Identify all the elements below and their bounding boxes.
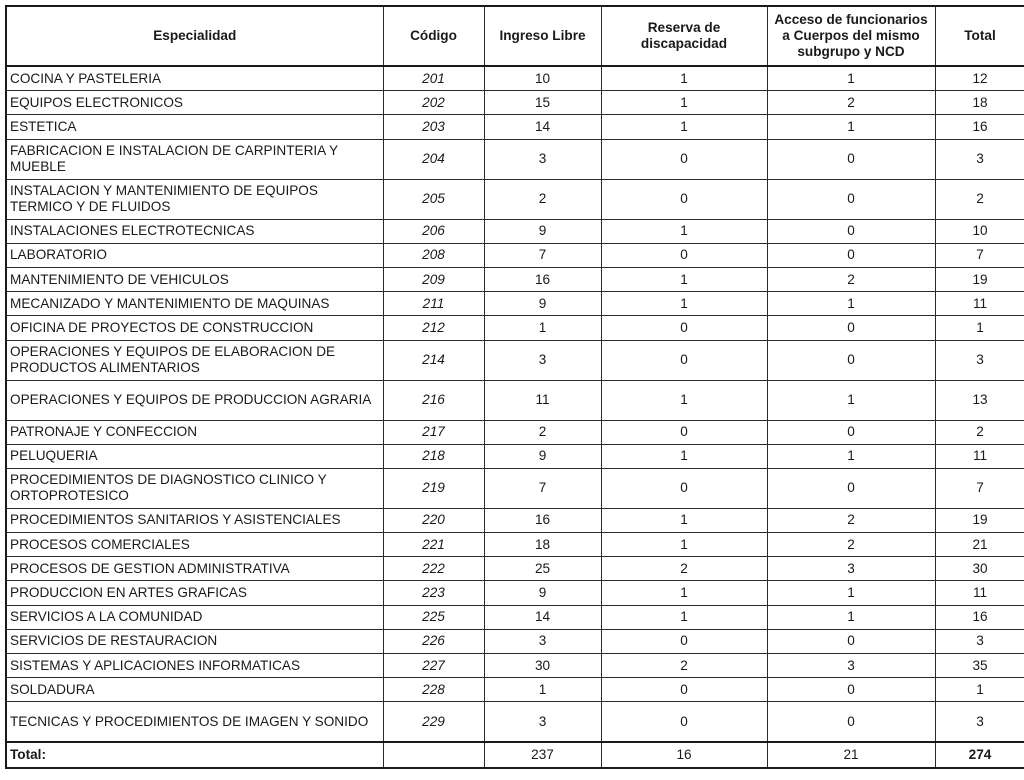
cell-especialidad: ESTETICA: [6, 115, 383, 139]
cell-codigo: 226: [383, 629, 484, 653]
cell-codigo: 221: [383, 533, 484, 557]
cell-total: 1: [935, 678, 1024, 702]
cell-especialidad: MANTENIMIENTO DE VEHICULOS: [6, 267, 383, 291]
cell-codigo: 222: [383, 557, 484, 581]
cell-reserva: 1: [601, 267, 767, 291]
cell-acceso: 0: [767, 139, 935, 179]
cell-especialidad: OPERACIONES Y EQUIPOS DE ELABORACION DE PRODUCTOS ALIMENTARIOS: [6, 340, 383, 380]
cell-reserva: 1: [601, 380, 767, 420]
cell-total: 3: [935, 702, 1024, 743]
header-row: [6, 6, 1024, 66]
cell-especialidad: SERVICIOS A LA COMUNIDAD: [6, 605, 383, 629]
cell-reserva: 1: [601, 115, 767, 139]
cell-acceso: 3: [767, 654, 935, 678]
cell-codigo: 208: [383, 243, 484, 267]
cell-total: 7: [935, 468, 1024, 508]
cell-ingreso-libre: 15: [484, 91, 601, 115]
cell-especialidad: COCINA Y PASTELERIA: [6, 66, 383, 91]
cell-ingreso-libre: 1: [484, 678, 601, 702]
cell-codigo: 220: [383, 508, 484, 532]
table-row: [6, 66, 1024, 91]
total-reserva: 16: [601, 742, 767, 768]
document-page: [5, 5, 1024, 769]
cell-reserva: 0: [601, 702, 767, 743]
cell-ingreso-libre: 2: [484, 420, 601, 444]
table-body: [6, 66, 1024, 742]
cell-ingreso-libre: 14: [484, 115, 601, 139]
cell-codigo: 211: [383, 292, 484, 316]
cell-total: 3: [935, 340, 1024, 380]
cell-reserva: 1: [601, 508, 767, 532]
cell-total: 13: [935, 380, 1024, 420]
cell-total: 11: [935, 444, 1024, 468]
table-row: [6, 533, 1024, 557]
cell-acceso: 0: [767, 243, 935, 267]
cell-codigo: 212: [383, 316, 484, 340]
cell-acceso: 2: [767, 508, 935, 532]
cell-acceso: 0: [767, 468, 935, 508]
cell-ingreso-libre: 11: [484, 380, 601, 420]
table-row: [6, 468, 1024, 508]
table-row: [6, 179, 1024, 219]
cell-ingreso-libre: 10: [484, 66, 601, 91]
cell-total: 7: [935, 243, 1024, 267]
cell-reserva: 0: [601, 179, 767, 219]
cell-acceso: 1: [767, 66, 935, 91]
cell-especialidad: FABRICACION E INSTALACION DE CARPINTERIA Y MUEBLE: [6, 139, 383, 179]
cell-acceso: 0: [767, 316, 935, 340]
cell-total: 30: [935, 557, 1024, 581]
table-row: [6, 340, 1024, 380]
table-row: [6, 605, 1024, 629]
cell-especialidad: OPERACIONES Y EQUIPOS DE PRODUCCION AGRARIA: [6, 380, 383, 420]
cell-codigo: 203: [383, 115, 484, 139]
cell-acceso: 1: [767, 444, 935, 468]
cell-codigo: 206: [383, 219, 484, 243]
table-row: [6, 420, 1024, 444]
header-total: Total: [935, 6, 1024, 66]
cell-codigo: 204: [383, 139, 484, 179]
cell-total: 3: [935, 139, 1024, 179]
cell-total: 3: [935, 629, 1024, 653]
cell-total: 2: [935, 420, 1024, 444]
cell-acceso: 0: [767, 420, 935, 444]
cell-ingreso-libre: 30: [484, 654, 601, 678]
cell-acceso: 0: [767, 678, 935, 702]
cell-acceso: 0: [767, 179, 935, 219]
cell-codigo: 216: [383, 380, 484, 420]
cell-total: 2: [935, 179, 1024, 219]
table-footer: [6, 742, 1024, 768]
cell-ingreso-libre: 16: [484, 267, 601, 291]
cell-reserva: 0: [601, 316, 767, 340]
cell-total: 35: [935, 654, 1024, 678]
table-row: [6, 508, 1024, 532]
header-ingreso-libre: Ingreso Libre: [484, 6, 601, 66]
table-row: [6, 91, 1024, 115]
cell-especialidad: PROCEDIMIENTOS DE DIAGNOSTICO CLINICO Y ORTOPROTESICO: [6, 468, 383, 508]
table-row: [6, 380, 1024, 420]
cell-total: 19: [935, 267, 1024, 291]
cell-acceso: 2: [767, 533, 935, 557]
cell-reserva: 2: [601, 557, 767, 581]
cell-codigo: 219: [383, 468, 484, 508]
table-row: [6, 316, 1024, 340]
cell-total: 16: [935, 605, 1024, 629]
table-row: [6, 557, 1024, 581]
cell-acceso: 1: [767, 292, 935, 316]
cell-codigo: 223: [383, 581, 484, 605]
cell-especialidad: EQUIPOS ELECTRONICOS: [6, 91, 383, 115]
cell-ingreso-libre: 9: [484, 292, 601, 316]
header-codigo: Código: [383, 6, 484, 66]
cell-reserva: 2: [601, 654, 767, 678]
cell-especialidad: TECNICAS Y PROCEDIMIENTOS DE IMAGEN Y SONIDO: [6, 702, 383, 743]
cell-total: 21: [935, 533, 1024, 557]
cell-reserva: 1: [601, 605, 767, 629]
cell-especialidad: PELUQUERIA: [6, 444, 383, 468]
plazas-table: [5, 5, 1024, 769]
cell-ingreso-libre: 3: [484, 702, 601, 743]
header-reserva-discapacidad: Reserva de discapacidad: [601, 6, 767, 66]
cell-codigo: 218: [383, 444, 484, 468]
cell-codigo: 201: [383, 66, 484, 91]
cell-acceso: 1: [767, 380, 935, 420]
cell-ingreso-libre: 3: [484, 629, 601, 653]
cell-especialidad: INSTALACION Y MANTENIMIENTO DE EQUIPOS TERMICO Y DE FLUIDOS: [6, 179, 383, 219]
cell-acceso: 1: [767, 581, 935, 605]
total-label: Total:: [6, 742, 383, 768]
cell-reserva: 0: [601, 420, 767, 444]
cell-especialidad: PROCESOS COMERCIALES: [6, 533, 383, 557]
cell-codigo: 214: [383, 340, 484, 380]
cell-total: 18: [935, 91, 1024, 115]
cell-ingreso-libre: 9: [484, 219, 601, 243]
cell-codigo: 225: [383, 605, 484, 629]
table-row: [6, 654, 1024, 678]
cell-ingreso-libre: 2: [484, 179, 601, 219]
cell-reserva: 0: [601, 139, 767, 179]
cell-especialidad: OFICINA DE PROYECTOS DE CONSTRUCCION: [6, 316, 383, 340]
cell-acceso: 0: [767, 340, 935, 380]
header-acceso-funcionarios: Acceso de funcionarios a Cuerpos del mismo subgrupo y NCD: [767, 6, 935, 66]
cell-especialidad: MECANIZADO Y MANTENIMIENTO DE MAQUINAS: [6, 292, 383, 316]
cell-reserva: 0: [601, 243, 767, 267]
total-row: [6, 742, 1024, 768]
cell-ingreso-libre: 16: [484, 508, 601, 532]
cell-codigo: 205: [383, 179, 484, 219]
cell-ingreso-libre: 25: [484, 557, 601, 581]
table-row: [6, 267, 1024, 291]
cell-especialidad: PROCESOS DE GESTION ADMINISTRATIVA: [6, 557, 383, 581]
cell-acceso: 0: [767, 702, 935, 743]
table-row: [6, 219, 1024, 243]
table-row: [6, 243, 1024, 267]
cell-reserva: 1: [601, 444, 767, 468]
cell-reserva: 1: [601, 581, 767, 605]
table-row: [6, 292, 1024, 316]
table-row: [6, 581, 1024, 605]
cell-especialidad: SERVICIOS DE RESTAURACION: [6, 629, 383, 653]
cell-reserva: 1: [601, 292, 767, 316]
cell-reserva: 0: [601, 629, 767, 653]
total-total: 274: [935, 742, 1024, 768]
cell-acceso: 3: [767, 557, 935, 581]
cell-especialidad: LABORATORIO: [6, 243, 383, 267]
cell-codigo: 209: [383, 267, 484, 291]
table-header: [6, 6, 1024, 66]
cell-total: 19: [935, 508, 1024, 532]
table-row: [6, 139, 1024, 179]
cell-reserva: 0: [601, 468, 767, 508]
table-row: [6, 444, 1024, 468]
cell-codigo: 228: [383, 678, 484, 702]
cell-total: 11: [935, 292, 1024, 316]
cell-reserva: 1: [601, 66, 767, 91]
cell-ingreso-libre: 9: [484, 444, 601, 468]
cell-acceso: 2: [767, 267, 935, 291]
cell-especialidad: SOLDADURA: [6, 678, 383, 702]
cell-codigo: 217: [383, 420, 484, 444]
cell-ingreso-libre: 18: [484, 533, 601, 557]
cell-ingreso-libre: 9: [484, 581, 601, 605]
total-ingreso-libre: 237: [484, 742, 601, 768]
cell-ingreso-libre: 3: [484, 340, 601, 380]
cell-reserva: 1: [601, 533, 767, 557]
cell-reserva: 1: [601, 91, 767, 115]
total-acceso: 21: [767, 742, 935, 768]
cell-acceso: 2: [767, 91, 935, 115]
cell-especialidad: PATRONAJE Y CONFECCION: [6, 420, 383, 444]
cell-reserva: 0: [601, 678, 767, 702]
cell-acceso: 0: [767, 629, 935, 653]
cell-acceso: 1: [767, 115, 935, 139]
cell-especialidad: SISTEMAS Y APLICACIONES INFORMATICAS: [6, 654, 383, 678]
cell-acceso: 1: [767, 605, 935, 629]
cell-total: 10: [935, 219, 1024, 243]
cell-total: 11: [935, 581, 1024, 605]
cell-ingreso-libre: 7: [484, 468, 601, 508]
table-row: [6, 629, 1024, 653]
cell-codigo: 229: [383, 702, 484, 743]
cell-total: 1: [935, 316, 1024, 340]
cell-codigo: 227: [383, 654, 484, 678]
cell-reserva: 0: [601, 340, 767, 380]
cell-especialidad: PRODUCCION EN ARTES GRAFICAS: [6, 581, 383, 605]
table-row: [6, 115, 1024, 139]
total-codigo-cell: [383, 742, 484, 768]
cell-reserva: 1: [601, 219, 767, 243]
cell-codigo: 202: [383, 91, 484, 115]
cell-total: 16: [935, 115, 1024, 139]
cell-especialidad: INSTALACIONES ELECTROTECNICAS: [6, 219, 383, 243]
cell-especialidad: PROCEDIMIENTOS SANITARIOS Y ASISTENCIALES: [6, 508, 383, 532]
table-row: [6, 678, 1024, 702]
cell-acceso: 0: [767, 219, 935, 243]
cell-ingreso-libre: 7: [484, 243, 601, 267]
cell-ingreso-libre: 14: [484, 605, 601, 629]
cell-ingreso-libre: 3: [484, 139, 601, 179]
table-row: [6, 702, 1024, 743]
header-especialidad: Especialidad: [6, 6, 383, 66]
cell-total: 12: [935, 66, 1024, 91]
cell-ingreso-libre: 1: [484, 316, 601, 340]
